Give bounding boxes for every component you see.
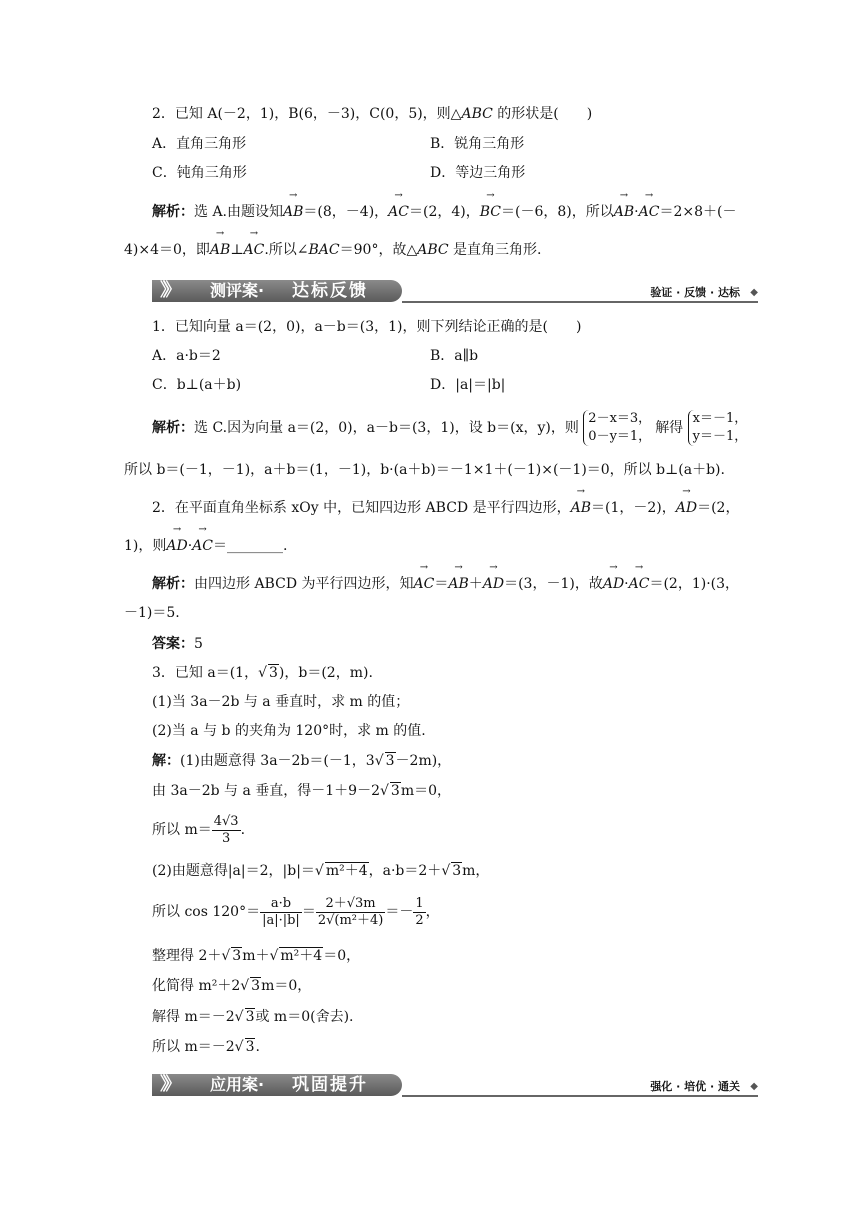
banner-subtitle: 强化 · 培优 · 通关 (650, 1080, 740, 1093)
question-1-stem: 1．已知向量 a＝(2，0)，a－b＝(3，1)，则下列结论正确的是( ) (152, 319, 582, 335)
banner-highlight: 巩固提升 (292, 1075, 368, 1095)
q3-solution-5: 所以 cos 120°＝ $\frac{a\cdot b}{|a|\cdot|b|}$ ＝ $\frac{2+√3m}{\text{2√(m²＋4)}}$ ＝－ $\frac{1}{2}$ ， (152, 895, 440, 928)
solution-line-1: 解析：选 A.由题设知→ AB＝(8，－4)，→ AC＝(2，4)，→ BC＝(－6，8)，所以→ AB·→ AC＝2×8＋(－ (152, 202, 736, 222)
chevron-icon: 》》 (160, 280, 175, 301)
section-banner-assessment (152, 276, 758, 306)
solution-2-line-2: －1)＝5. (124, 605, 180, 621)
section-banner-application (152, 1070, 758, 1100)
option-a: A．直角三角形 (152, 136, 247, 152)
question-2-line-2: 1)，则→ AD·→ AC＝________. (124, 536, 287, 556)
chevron-icon: 》》 (160, 1074, 175, 1095)
diamond-icon: ◆ (750, 287, 758, 298)
fraction: $\frac{a\cdot b}{|a|\cdot|b|}$ (262, 895, 300, 928)
solution-line-2: 4)×4＝0，即→ AB⊥→ AC.所以∠BAC＝90°，故△ABC 是直角三角形. (124, 240, 542, 260)
option-b: B．锐角三角形 (430, 136, 525, 152)
q3-solution-2: 由 3a－2b 与 a 垂直，得－1＋9－2√ 3m＝0， (152, 783, 452, 799)
question-3-stem: 3．已知 a＝(1，√ 3)，b＝(2，m). (152, 665, 373, 681)
q3-solution-8: 解得 m＝－2√ 3或 m＝0(舍去). (152, 1009, 354, 1025)
question-2-line-1: 2．在平面直角坐标系 xOy 中，已知四边形 ABCD 是平行四边形，→ AB＝(1，－2)，→ AD＝(2， (152, 498, 739, 518)
solution-1-line-2: 所以 b＝(－1，－1)，a＋b＝(1，－1)，b·(a＋b)＝－1×1＋(－1)×(－1)＝0，所以 b⊥(a＋b). (124, 462, 725, 478)
solution-2-line-1: 解析：由四边形 ABCD 为平行四边形，知→ AC＝→ AB＋→ AD＝(3，－1)，故→ AD·→ AC＝(2，1)·(3， (152, 574, 739, 594)
q3-solution-3: 所以 m＝ $\frac{4√3}{3}$ . (152, 813, 246, 846)
solution-1-line-1: 解析：选 C.因为向量 a＝(2，0)，a－b＝(3，1)，设 b＝(x，y)，则 2－x＝3， 0－y＝1，解得 x＝－1， y＝－1， (152, 411, 748, 444)
equation-system-1: 2－x＝3， 0－y＝1， (583, 410, 651, 446)
option-a: A．a·b＝2 (152, 348, 221, 364)
banner-subtitle: 验证 · 反馈 · 达标 (650, 286, 740, 299)
banner-title: 测评案· (210, 281, 265, 300)
option-d: D．|a|＝|b| (430, 377, 506, 393)
fraction: $\frac{1}{2}$ (415, 895, 424, 928)
question-3-part-2: (2)当 a 与 b 的夹角为 120°时，求 m 的值. (152, 723, 426, 739)
option-d: D．等边三角形 (430, 165, 526, 181)
diamond-icon: ◆ (750, 1081, 758, 1092)
question-3-part-1: (1)当 3a－2b 与 a 垂直时，求 m 的值； (152, 694, 410, 710)
q3-solution-1: 解：(1)由题意得 3a－2b＝(－1，3√ 3－2m)， (152, 753, 452, 769)
option-c: C．钝角三角形 (152, 165, 247, 181)
q3-solution-4: (2)由题意得|a|＝2，|b|＝√ m²＋4，a·b＝2＋√ 3m， (152, 863, 490, 879)
option-c: C．b⊥(a＋b) (152, 377, 242, 393)
answer-line: 答案：5 (152, 636, 203, 652)
q3-solution-9: 所以 m＝－2√ 3. (152, 1039, 260, 1055)
banner-title: 应用案· (210, 1075, 265, 1094)
q3-solution-6: 整理得 2＋√ 3m＋√ m²＋4＝0， (152, 948, 361, 964)
q3-solution-7: 化简得 m²＋2√ 3m＝0， (152, 978, 312, 994)
question-2-stem: 2．已知 A(－2，1)，B(6，－3)，C(0，5)，则△ABC 的形状是( ) (152, 106, 593, 122)
banner-highlight: 达标反馈 (292, 281, 368, 301)
fraction: $\frac{4√3}{3}$ (213, 813, 239, 846)
fraction: $\frac{2+√3m}{\text{2√(m²＋4)}}$ (317, 895, 384, 928)
option-b: B．a∥b (430, 348, 479, 364)
equation-system-2: x＝－1， y＝－1， (688, 410, 748, 446)
